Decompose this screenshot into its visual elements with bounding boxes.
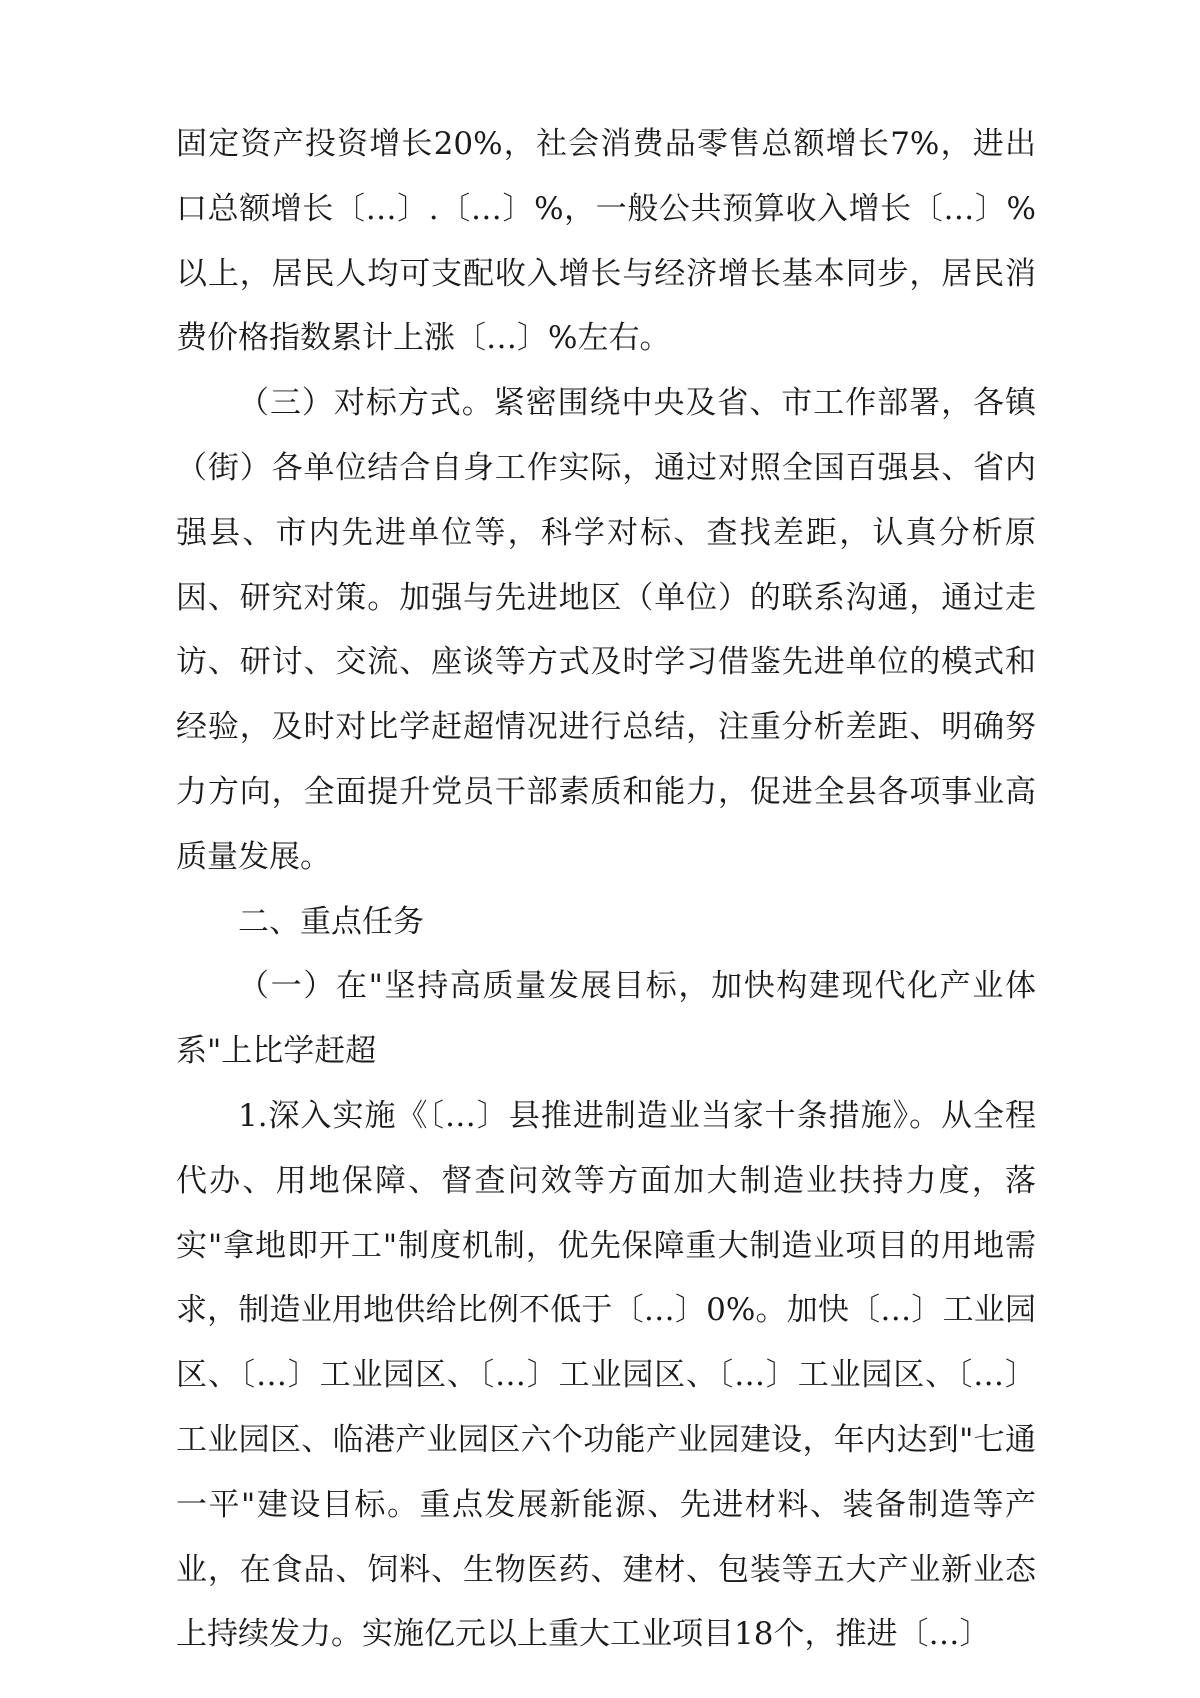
section-heading-key-tasks: 二、重点任务 — [238, 903, 424, 940]
subsection-heading-industry-system: （一）在"坚持高质量发展目标，加快构建现代化产业体系"上比学赶超 — [176, 968, 1036, 1070]
paragraph-targets-continued: 固定资产投资增长20%，社会消费品零售总额增长7%，进出口总额增长〔…〕.〔…〕%，一般公共预算收入增长〔…〕%以上，居民人均可支配收入增长与经济增长基本同步，居民消费价格指数累计上涨〔…〕%左右。 — [176, 126, 1036, 357]
document-page — [176, 112, 1036, 1667]
paragraph-benchmark-method: （三）对标方式。紧密围绕中央及省、市工作部署，各镇（街）各单位结合自身工作实际，通过对照全国百强县、省内强县、市内先进单位等，科学对标、查找差距，认真分析原因、研究对策。加强与先进地区（单位）的联系沟通，通过走访、研讨、交流、座谈等方式及时学习借鉴先进单位的模式和经验，及时对比学赶超情况进行总结，注重分析差距、明确努力方向，全面提升党员干部素质和能力，促进全县各项事业高质量发展。 — [176, 385, 1036, 875]
paragraph-manufacturing-measures: 1.深入实施《〔…〕县推进制造业当家十条措施》。从全程代办、用地保障、督查问效等方面加大制造业扶持力度，落实"拿地即开工"制度机制，优先保障重大制造业项目的用地需求，制造业用地供给比例不低于〔…〕0%。加快〔…〕工业园区、〔…〕工业园区、〔…〕工业园区、〔…〕工业园区、〔…〕工业园区、临港产业园区六个功能产业园建设，年内达到"七通一平"建设目标。重点发展新能源、先进材料、装备制造等产业，在食品、饲料、生物医药、建材、包装等五大产业新业态上持续发力。实施亿元以上重大工业项目18个，推进〔…〕 — [176, 1097, 1036, 1653]
